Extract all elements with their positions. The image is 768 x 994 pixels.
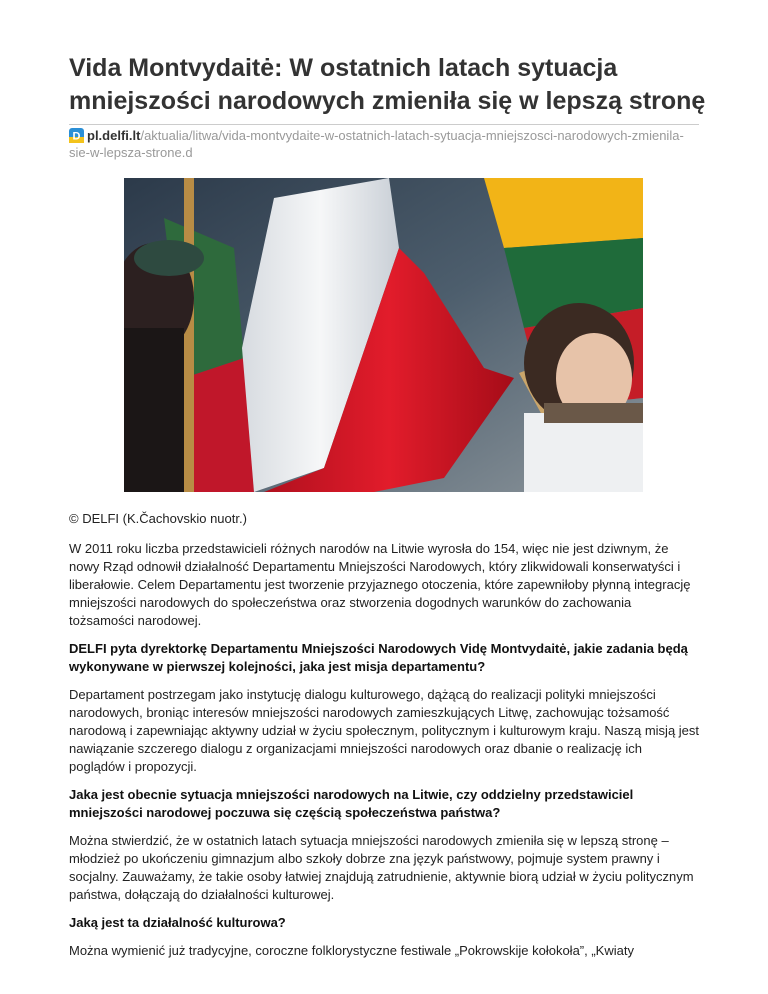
svg-text:D: D [72,130,81,143]
delfi-d-icon [69,128,84,143]
paragraph-answer-1: Departament postrzegam jako instytucję dialogu kulturowego, dążącą do realizacji polityki mniejszości narodowych, broniąc interesów mniejszości narodowych zamieszkujących Litwę, zachowując tożsamość narodową i zapewniając aktywny udział w życiu społecznym, politycznym i kulturowym kraju. Naszą misją jest nawiązanie szczerego dialogu z organizacjami mniejszości narodowych oraz dbanie o realizację ich poglądów i propozycji. [69,687,700,774]
article-title: Vida Montvydaitė: W ostatnich latach sytuacja mniejszości narodowych zmieniła się w lepszą stronę [69,54,706,115]
question-3: Jaką jest ta działalność kulturowa? [69,915,286,930]
question-2: Jaka jest obecnie sytuacja mniejszości narodowych na Litwie, czy oddzielny przedstawiciel mniejszości narodowej poczuwa się częścią społeczeństwa państwa? [69,787,634,820]
paragraph-answer-3: Można wymienić już tradycyjne, coroczne folklorystyczne festiwale „Pokrowskije kołokoła”, „Kwiaty [69,943,634,958]
source-link[interactable] [69,127,699,161]
article-photo [124,178,643,492]
title-divider [69,124,699,125]
photo-caption: © DELFI (K.Čachovskio nuotr.) [69,511,247,526]
question-1: DELFI pyta dyrektorkę Departamentu Mniejszości Narodowych Vidę Montvydaitė, jakie zadania będą wykonywane w pierwszej kolejności, jaka jest misja departamentu? [69,641,688,674]
source-domain[interactable]: pl.delfi.lt [87,128,141,143]
paragraph-answer-2: Można stwierdzić, że w ostatnich latach sytuacja mniejszości narodowych zmieniła się w lepszą stronę – młodzież po ukończeniu gimnazjum albo szkoły dobrze zna język państwowy, pojmuje system prawny i socjalny. Zauważamy, że takie osoby łatwiej znajdują zatrudnienie, aktywnie biorą udział w życiu politycznym państwa, dołączają do działalności kulturowej. [69,833,694,902]
source-path[interactable]: /aktualia/litwa/vida-montvydaite-w-ostatnich-latach-sytuacja-mniejszosci-narodowych-zmienila-sie-w-lepsza-strone.d [69,128,684,160]
paragraph-intro: W 2011 roku liczba przedstawicieli różnych narodów na Litwie wyrosła do 154, więc nie jest dziwnym, że nowy Rząd odnowił działalność Departamentu Mniejszości Narodowych, który zlikwidowali konserwatyści i liberałowie. Celem Departamentu jest tworzenie przyjaznego otoczenia, które zapewniłoby płynną integrację mniejszości narodowych do społeczeństwa oraz stworzenia dogodnych warunków do zachowania tożsamości narodowej. [69,541,691,628]
